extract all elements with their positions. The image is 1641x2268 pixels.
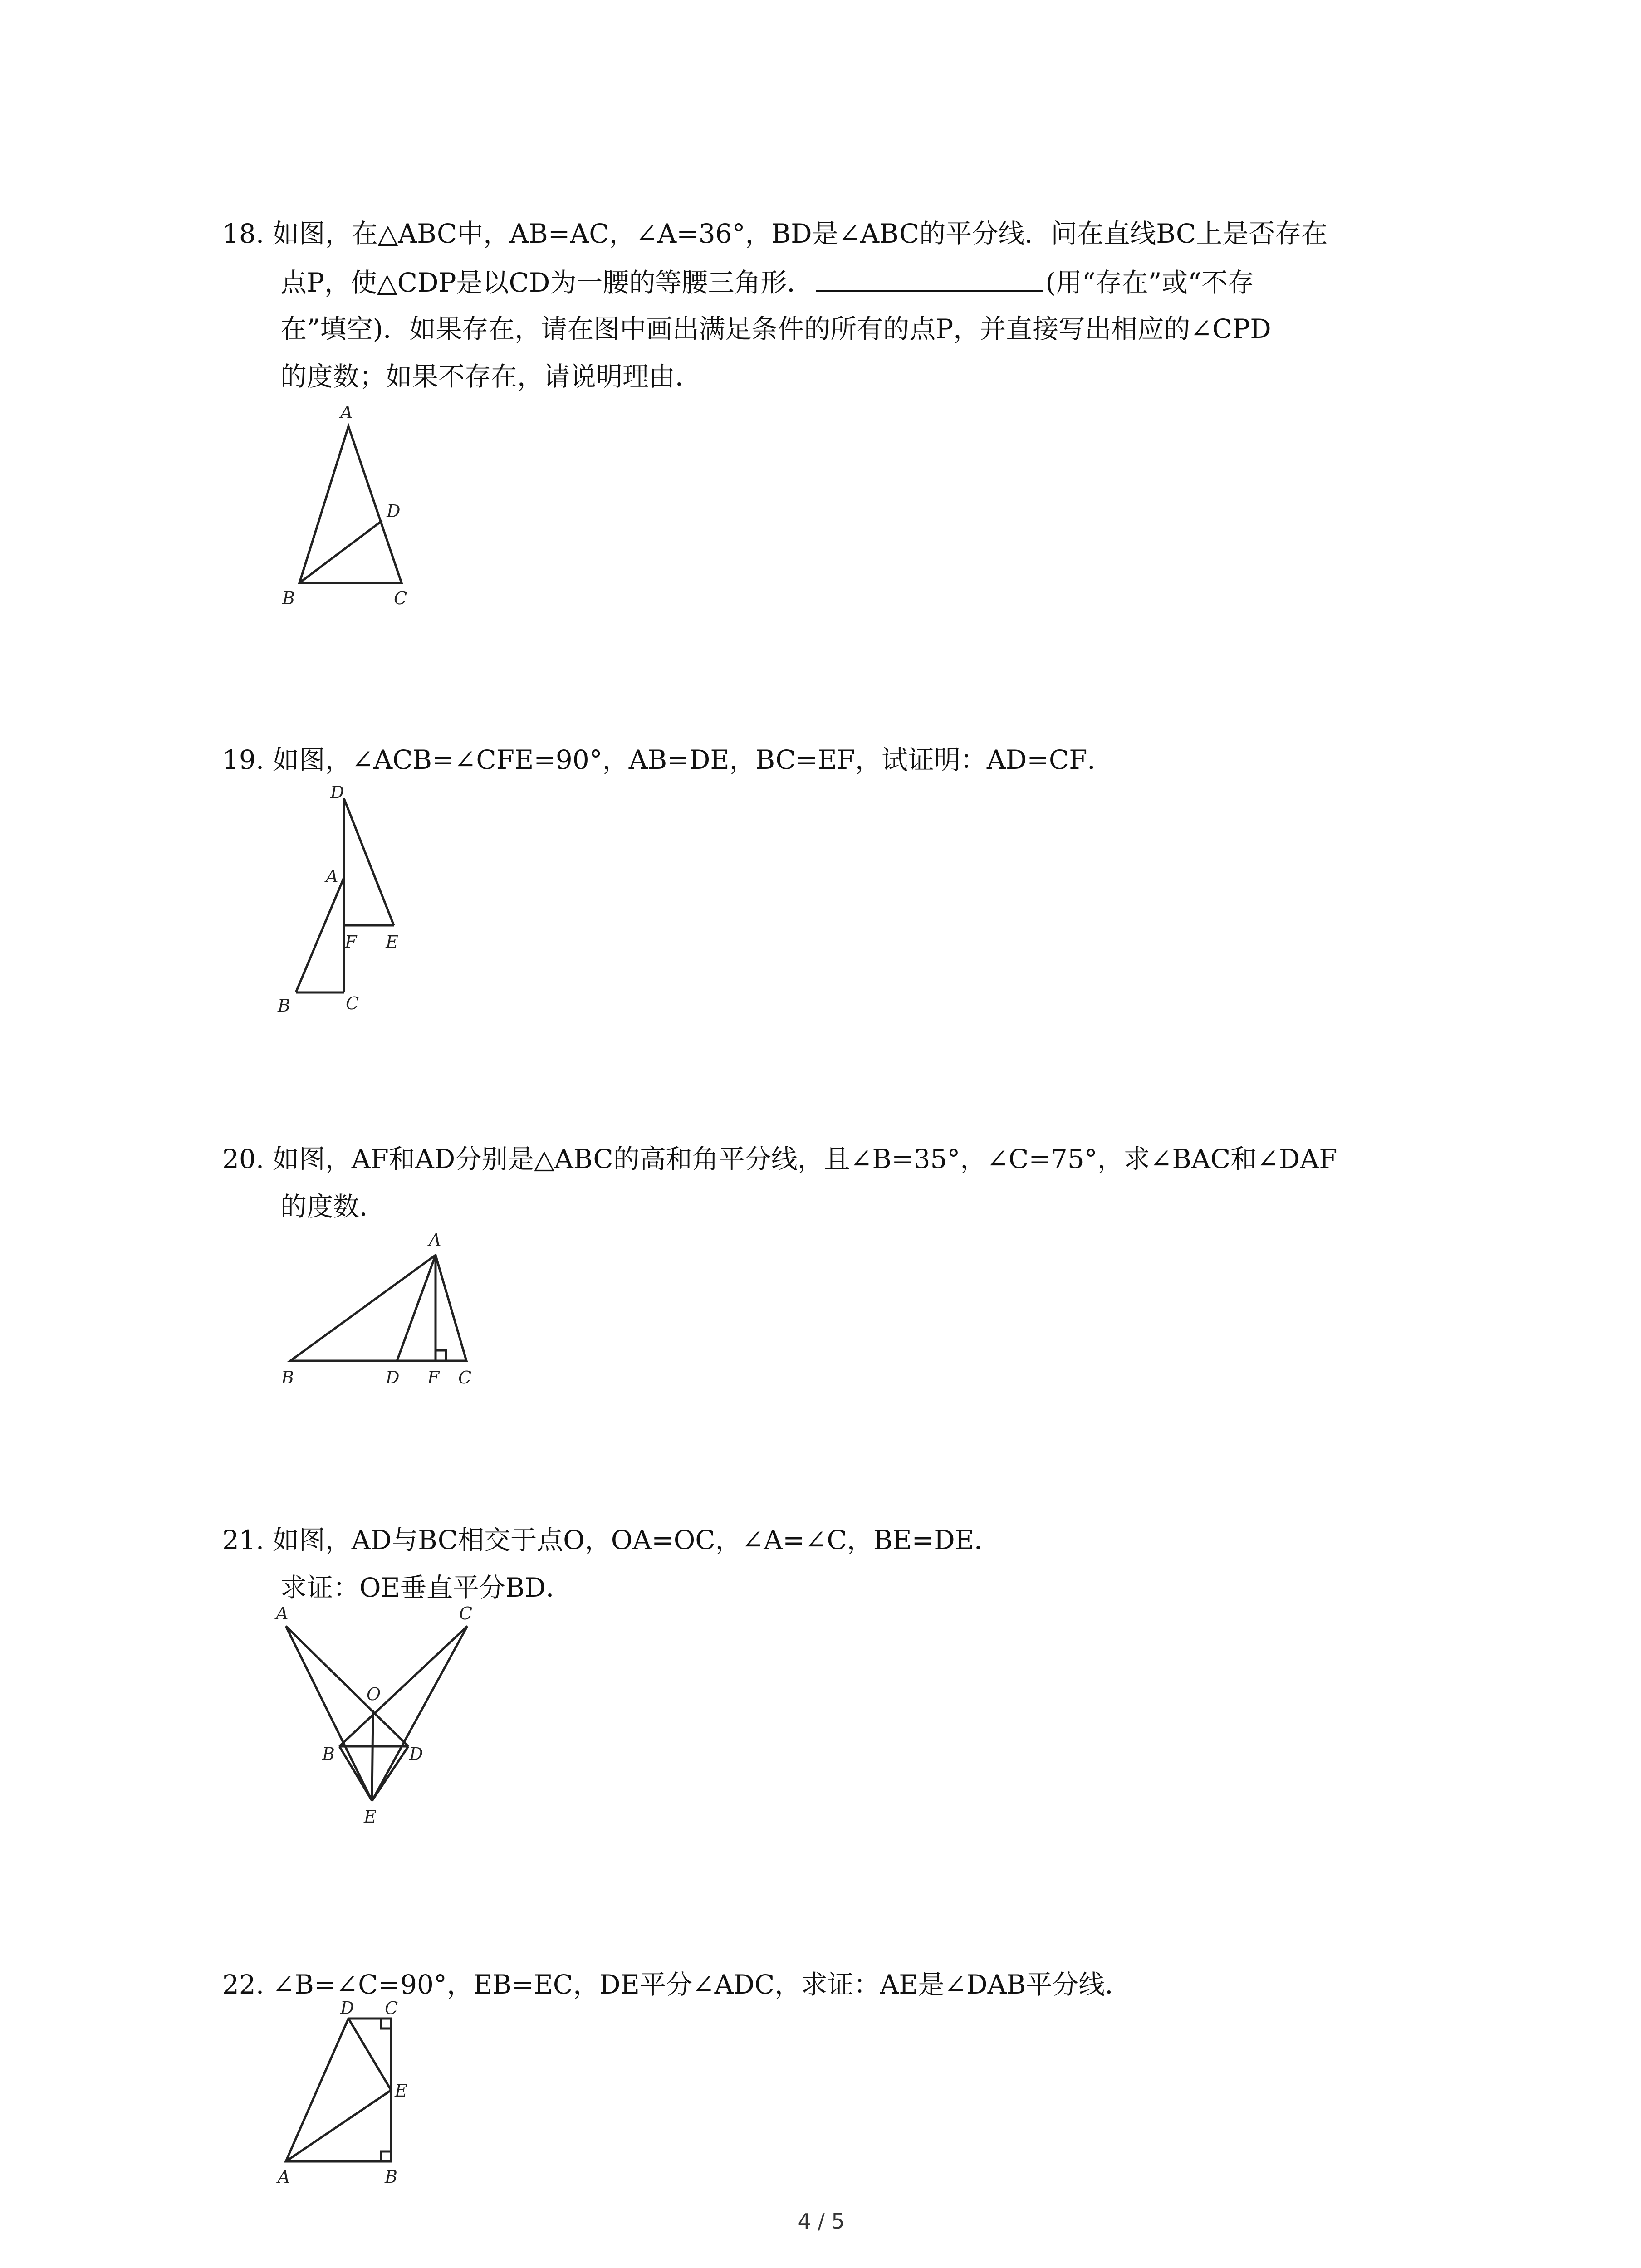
right-angle-mark — [436, 1350, 446, 1361]
label-d: D — [409, 1744, 423, 1764]
quadrilateral-abcd — [286, 2019, 391, 2161]
label-b: B — [278, 996, 290, 1016]
label-d: D — [340, 1998, 354, 2018]
label-o: O — [367, 1684, 381, 1704]
problem-20-line-2 — [280, 1191, 386, 1222]
problem-18-line-2 — [280, 265, 1254, 298]
figure-18 — [272, 399, 431, 612]
label-b: B — [281, 1368, 294, 1388]
problem-19-text-1: 如图，∠ACB=∠CFE=90°，AB=DE，BC=EF，试证明：AD=CF． — [272, 744, 1114, 775]
label-a: A — [326, 866, 338, 886]
segment-ae — [286, 1626, 372, 1801]
right-angle-mark-c — [381, 2019, 391, 2028]
answer-blank[interactable] — [816, 265, 1043, 292]
problem-22-text-1: ∠B=∠C=90°，EB=EC，DE平分∠ADC，求证：AE是∠DAB平分线． — [272, 1969, 1132, 2000]
problem-21-line-1 — [222, 1524, 1000, 1556]
segment-ad — [286, 1626, 408, 1746]
segment-ab — [296, 878, 344, 992]
label-e: E — [364, 1807, 377, 1827]
label-b: B — [322, 1744, 335, 1764]
label-e: E — [395, 2081, 407, 2101]
problem-19-number: 19. — [222, 744, 265, 775]
label-c: C — [458, 1368, 472, 1388]
segment-de — [344, 798, 394, 925]
label-c: C — [459, 1603, 473, 1623]
label-b: B — [282, 588, 295, 608]
right-angle-mark-b — [381, 2151, 391, 2161]
problem-18-text-3: (用“存在”或“不存 — [1045, 267, 1254, 298]
problem-22-number: 22. — [222, 1969, 265, 2000]
problem-18-number: 18. — [222, 218, 265, 249]
problem-21-number: 21. — [222, 1525, 265, 1555]
segment-de — [372, 1746, 408, 1801]
segment-ad — [397, 1255, 436, 1361]
segment-oe — [372, 1710, 373, 1801]
problem-18-line-4 — [280, 361, 701, 392]
problem-18-text-4: 在”填空)．如果存在，请在图中画出满足条件的所有的点P，并直接写出相应的∠CPD — [280, 313, 1271, 344]
segment-be — [339, 1746, 372, 1801]
problem-20-text-1: 如图，AF和AD分别是△ABC的高和角平分线，且∠B=35°，∠C=75°，求∠BAC和∠DAF — [272, 1144, 1337, 1174]
label-f: F — [345, 932, 357, 952]
problem-21-text-1: 如图，AD与BC相交于点O，OA=OC，∠A=∠C，BE=DE． — [272, 1525, 1001, 1555]
segment-ce — [372, 1626, 467, 1801]
label-c: C — [385, 1998, 398, 2018]
label-a: A — [340, 402, 353, 422]
label-d: D — [387, 501, 401, 521]
problem-18-text-5: 的度数；如果不存在，请说明理由． — [280, 361, 702, 392]
label-c: C — [394, 588, 407, 608]
label-f: F — [427, 1368, 440, 1388]
problem-18-text-1: 如图，在△ABC中，AB=AC，∠A=36°，BD是∠ABC的平分线．问在直线BC上是否存在 — [272, 218, 1328, 249]
figure-22 — [272, 1996, 426, 2195]
page-number: 4 / 5 — [798, 2209, 845, 2234]
label-d: D — [386, 1368, 400, 1388]
problem-18-line-1 — [222, 218, 1327, 249]
figure-19 — [272, 780, 426, 1016]
problem-21-text-2: 求证：OE垂直平分BD． — [280, 1572, 573, 1603]
problem-19-line-1 — [222, 744, 1114, 776]
problem-18-line-3 — [280, 313, 1271, 345]
problem-21-line-2 — [280, 1572, 572, 1603]
label-a: A — [276, 1603, 289, 1623]
figure-21 — [268, 1603, 485, 1842]
label-b: B — [385, 2167, 397, 2187]
label-c: C — [346, 993, 359, 1013]
problem-20-line-1 — [222, 1143, 1337, 1175]
label-a: A — [429, 1230, 441, 1250]
segment-bd — [299, 521, 382, 583]
figure-20 — [277, 1227, 485, 1390]
label-a: A — [278, 2167, 290, 2187]
problem-20-text-2: 的度数． — [280, 1191, 386, 1222]
problem-20-number: 20. — [222, 1144, 265, 1174]
problem-18-text-2: 点P，使△CDP是以CD为一腰的等腰三角形． — [280, 267, 813, 298]
label-e: E — [386, 932, 398, 952]
segment-cb — [339, 1626, 467, 1746]
triangle-abc — [290, 1255, 466, 1361]
label-d: D — [330, 782, 344, 802]
